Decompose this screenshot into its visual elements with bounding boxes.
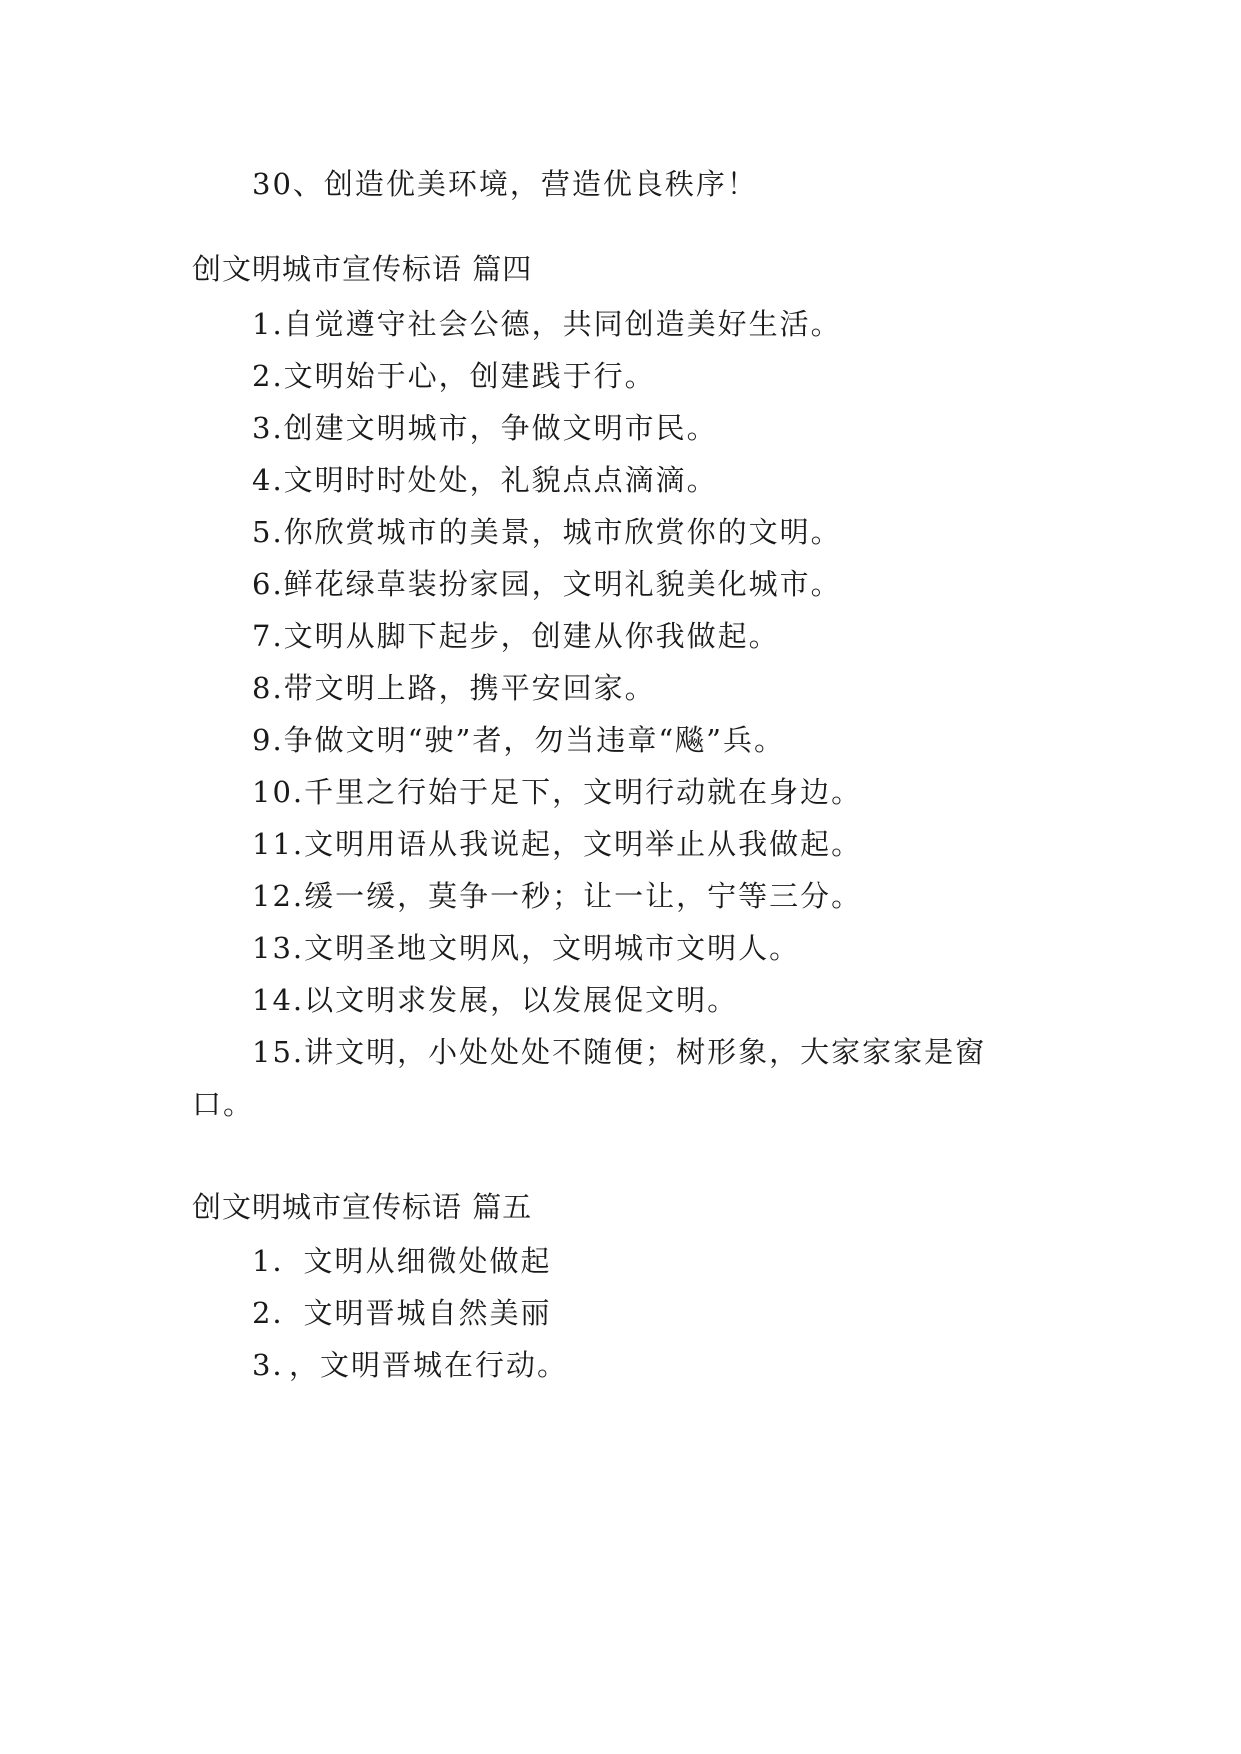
slogan-item: 7.文明从脚下起步，创建从你我做起。 xyxy=(252,619,780,653)
slogan-item: 6.鲜花绿草装扮家园，文明礼貌美化城市。 xyxy=(252,567,842,601)
slogan-item: 11.文明用语从我说起，文明举止从我做起。 xyxy=(252,827,863,861)
slogan-item: 13.文明圣地文明风，文明城市文明人。 xyxy=(252,931,801,965)
slogan-30: 30、创造优美环境，营造优良秩序！ xyxy=(252,167,758,201)
slogan-item: 15.讲文明，小处处处不随便；树形象，大家家家是窗 xyxy=(252,1035,987,1069)
slogan-item: 3．，文明晋城在行动。 xyxy=(252,1348,568,1382)
slogan-item: 1．文明从细微处做起 xyxy=(252,1244,552,1278)
slogan-item: 2.文明始于心，创建践于行。 xyxy=(252,359,656,393)
slogan-item: 3.创建文明城市，争做文明市民。 xyxy=(252,411,718,445)
section-heading-5: 创文明城市宣传标语 篇五 xyxy=(192,1190,533,1224)
slogan-item: 1.自觉遵守社会公德，共同创造美好生活。 xyxy=(252,307,842,341)
slogan-item-continuation: 口。 xyxy=(192,1087,255,1121)
slogan-item: 4.文明时时处处，礼貌点点滴滴。 xyxy=(252,463,718,497)
slogan-item: 2．文明晋城自然美丽 xyxy=(252,1296,552,1330)
section-heading-4: 创文明城市宣传标语 篇四 xyxy=(192,252,533,286)
slogan-item: 8.带文明上路，携平安回家。 xyxy=(252,671,656,705)
slogan-item: 9.争做文明“驶”者，勿当违章“飚”兵。 xyxy=(252,723,785,757)
slogan-item: 5.你欣赏城市的美景，城市欣赏你的文明。 xyxy=(252,515,842,549)
slogan-item: 12.缓一缓，莫争一秒；让一让，宁等三分。 xyxy=(252,879,863,913)
slogan-item: 10.千里之行始于足下，文明行动就在身边。 xyxy=(252,775,863,809)
slogan-item: 14.以文明求发展，以发展促文明。 xyxy=(252,983,739,1017)
